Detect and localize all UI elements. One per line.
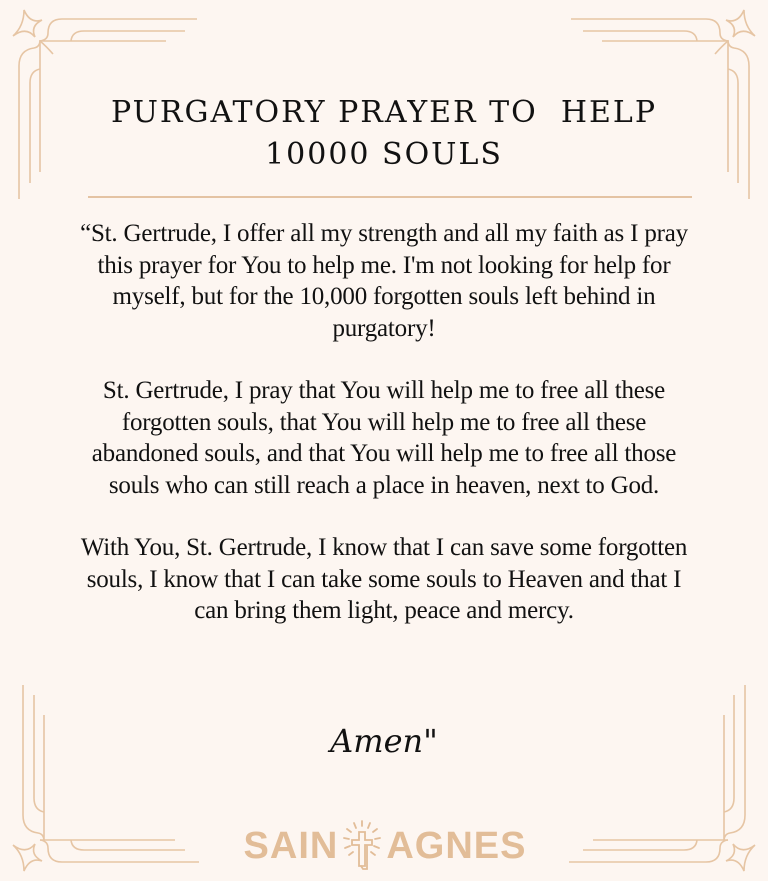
logo-text-right: AGNES — [386, 824, 527, 867]
title-line-1: PURGATORY PRAYER TO HELP — [110, 95, 658, 130]
logo-text-left: SAIN — [243, 824, 339, 867]
prayer-paragraph-2: St. Gertrude, I pray that You will help me to free all these forgotten souls, that You will help me to free all these abandoned souls, and that You will help me to free all those souls who can still reach a place in heaven, next to God. — [91, 377, 677, 499]
title-line-2: 10000 SOULS — [265, 137, 503, 172]
corner-ornament-bottom-right — [569, 685, 755, 871]
prayer-closing: Amen" — [330, 722, 438, 760]
cross-icon — [340, 818, 384, 874]
page-title — [0, 92, 768, 176]
corner-ornament-bottom-left — [13, 685, 199, 871]
prayer-body — [70, 218, 698, 658]
saint-agnes-logo — [240, 818, 530, 874]
prayer-paragraph-3: With You, St. Gertrude, I know that I can save some forgotten souls, I know that I can take some souls to Heaven and that I can bring them light, peace and mercy. — [80, 534, 688, 624]
prayer-paragraph-1: “St. Gertrude, I offer all my strength and all my faith as I pray this prayer for You to help me. I'm not looking for help for myself, but for the 10,000 forgotten souls left behind in purgatory! — [80, 220, 688, 342]
title-divider — [88, 196, 692, 198]
